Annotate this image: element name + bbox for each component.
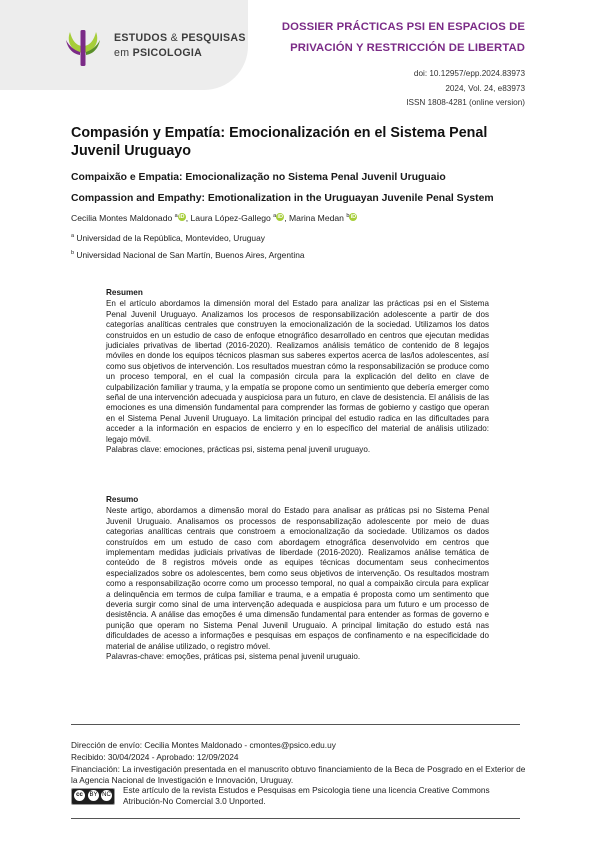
logo-word-em: em [114, 47, 130, 59]
logo-word-psicologia: PSICOLOGIA [132, 47, 203, 59]
submission-dates: Recibido: 30/04/2024 - Aprobado: 12/09/2024 [71, 752, 239, 762]
orcid-icon[interactable]: iD [178, 214, 185, 220]
logo-word-estudos: ESTUDOS [114, 32, 168, 44]
logo-ampersand: & [170, 32, 178, 44]
cc-nc-icon: NC [101, 790, 112, 801]
author-name: Cecilia Montes Maldonado [71, 213, 173, 223]
orcid-icon[interactable]: iD [350, 214, 357, 220]
dossier-line-2: PRIVACIÓN Y RESTRICCIÓN DE LIBERTAD [290, 42, 525, 54]
correspondence-address: Dirección de envío: Cecilia Montes Maldonado - cmontes@psico.edu.uy [71, 740, 336, 750]
issn-info: ISSN 1808-4281 (online version) [406, 98, 525, 108]
license-note: Este artículo de la revista Estudos e Pesquisas em Psicologia tiene una licencia Creative Commons Atribución-No Comercial 3.0 Unported. [123, 785, 490, 806]
keywords: Palabras clave: emociones, prácticas psi, sistema penal juvenil uruguayo. [106, 445, 371, 455]
journal-logo-text [114, 31, 246, 61]
affiliation-a [71, 233, 265, 243]
affiliation-mark: a [273, 213, 277, 220]
affiliation-text: Universidad Nacional de San Martín, Buenos Aires, Argentina [76, 250, 305, 260]
abstract-heading: Resumo [106, 495, 139, 504]
funding-note: Financiación: La investigación presentada en el manuscrito obtuvo financiamiento de la Beca de Posgrado en el Exterior de la Agencia Nacional de Investigación e Innovación, Uruguay. [71, 764, 526, 785]
affiliation-mark: a [174, 213, 178, 220]
author-list: Cecilia Montes Maldonado $^a$iD, Laura López-Gallego $^a$iD, Marina Medan $^b$iD [71, 213, 357, 223]
article-title-english: Compassion and Empathy: Emotionalization in the Uruguayan Juvenile Penal System [71, 193, 494, 204]
doi-link[interactable]: doi: 10.12957/epp.2024.83973 [413, 69, 525, 78]
volume-info: 2024, Vol. 24, e83973 [445, 83, 525, 93]
journal-logo-area [0, 0, 248, 90]
abstract-portuguese [106, 495, 489, 663]
dossier-line-1: DOSSIER PRÁCTICAS PSI EN ESPACIOS DE [281, 21, 525, 33]
psi-logo-icon [60, 24, 106, 70]
footer-divider-bottom [71, 818, 520, 819]
cc-icon: cc [74, 790, 85, 801]
affiliation-b [71, 250, 305, 260]
creative-commons-badge[interactable] [71, 788, 115, 805]
logo-word-pesquisas: PESQUISAS [181, 32, 246, 44]
keywords: Palavras-chave: emoções, práticas psi, sistema penal juvenil uruguaio. [106, 652, 361, 662]
affiliation-mark: b [346, 213, 350, 220]
footer-divider-top [71, 724, 520, 725]
author-name: Marina Medan [289, 213, 344, 223]
article-title: Compasión y Empatía: Emocionalización en el Sistema Penal Juvenil Uruguayo [71, 125, 488, 159]
author-name: Laura López-Gallego [190, 213, 271, 223]
abstract-body: En el artículo abordamos la dimensión moral del Estado para analizar las prácticas psi en el Sistema Penal Juvenil Uruguayo. Analizamos los procesos de responsabilización adolescente a partir de dos categorías analíticas centrales que construyen la emocionalización de la sociedad. Utilizamos los datos construidos en un estudio de caso de enfoque etnográfico desarrollado en centros que ejecutan medidas judiciales privativas de libertad (2016-2020). Realizamos análisis temático de contenido de 8 legajos móviles en donde los equipos técnicos plasman sus saberes expertos acerca de las/los adolescentes, así como sus objetivos de intervención. Los resultados muestran cómo la responsabilización se produce como un proceso temporal, en el cual la compasión circula para la explicación del delito en clave de culpabilización familiar y trauma, y la empatía se propone como un sentimiento que debería emerger como señal de una intervención adecuada y auspiciosa para un futuro, en clave de desistencia. El análisis de las emociones es una dimensión fundamental para comprender las formas de gobierno y castigo que operan en el Sistema Penal Juvenil Uruguayo. La limitación principal del estudio radica en las dificultades para acceder a la información en espacios de encierro y en lo específico del material de análisis utilizado: legajo móvil. [106, 299, 489, 444]
affiliation-text: Universidad de la República, Montevideo, Uruguay [76, 233, 265, 243]
affiliation-mark: b [71, 250, 75, 257]
article-title-portuguese: Compaixão e Empatia: Emocionalização no Sistema Penal Juvenil Uruguaio [71, 172, 446, 183]
orcid-icon[interactable]: iD [277, 214, 283, 220]
affiliation-mark: a [71, 233, 75, 240]
abstract-spanish [106, 288, 489, 456]
abstract-heading: Resumen [106, 288, 143, 297]
publication-meta [406, 67, 525, 111]
abstract-body: Neste artigo, abordamos a dimensão moral do Estado para analisar as práticas psi no Sistema Penal Juvenil Uruguaio. Analisamos os processos de responsabilização adolescente por meio de duas categorias analíticas centrais que constroem a emocionalização da sociedade. Utilizamos os dados construídos em um estudo de caso com abordagem etnográfica desenvolvido em centros que implementam medidas judiciais privativas de liberdade (2016-2020). Realizamos análise temática de conteúdo de 8 registros móveis onde as equipes técnicas documentam seus conhecimentos especializados sobre os adolescentes, bem como seus objetivos de intervenção. Os resultados mostram como a responsabilização ocorre como um processo temporal, no qual a compaixão circula para explicar a delinquência em termos de culpa familiar e trauma, e a empatia é proposta como um sentimento que deveria surgir como sinal de uma intervenção adequada e auspiciosa para um futuro e um processo de desistência. A análise das emoções é uma dimensão fundamental para entender as formas de governo e punição que operam no Sistema Penal Juvenil Uruguaio. A principal limitação do estudo está nas dificuldades de acesso a informações e pesquisas em espaços de confinamento e na especificidade do material de análise utilizado, o registro móvel. [106, 506, 489, 651]
dossier-title [245, 17, 525, 59]
cc-by-icon: BY [88, 790, 99, 801]
